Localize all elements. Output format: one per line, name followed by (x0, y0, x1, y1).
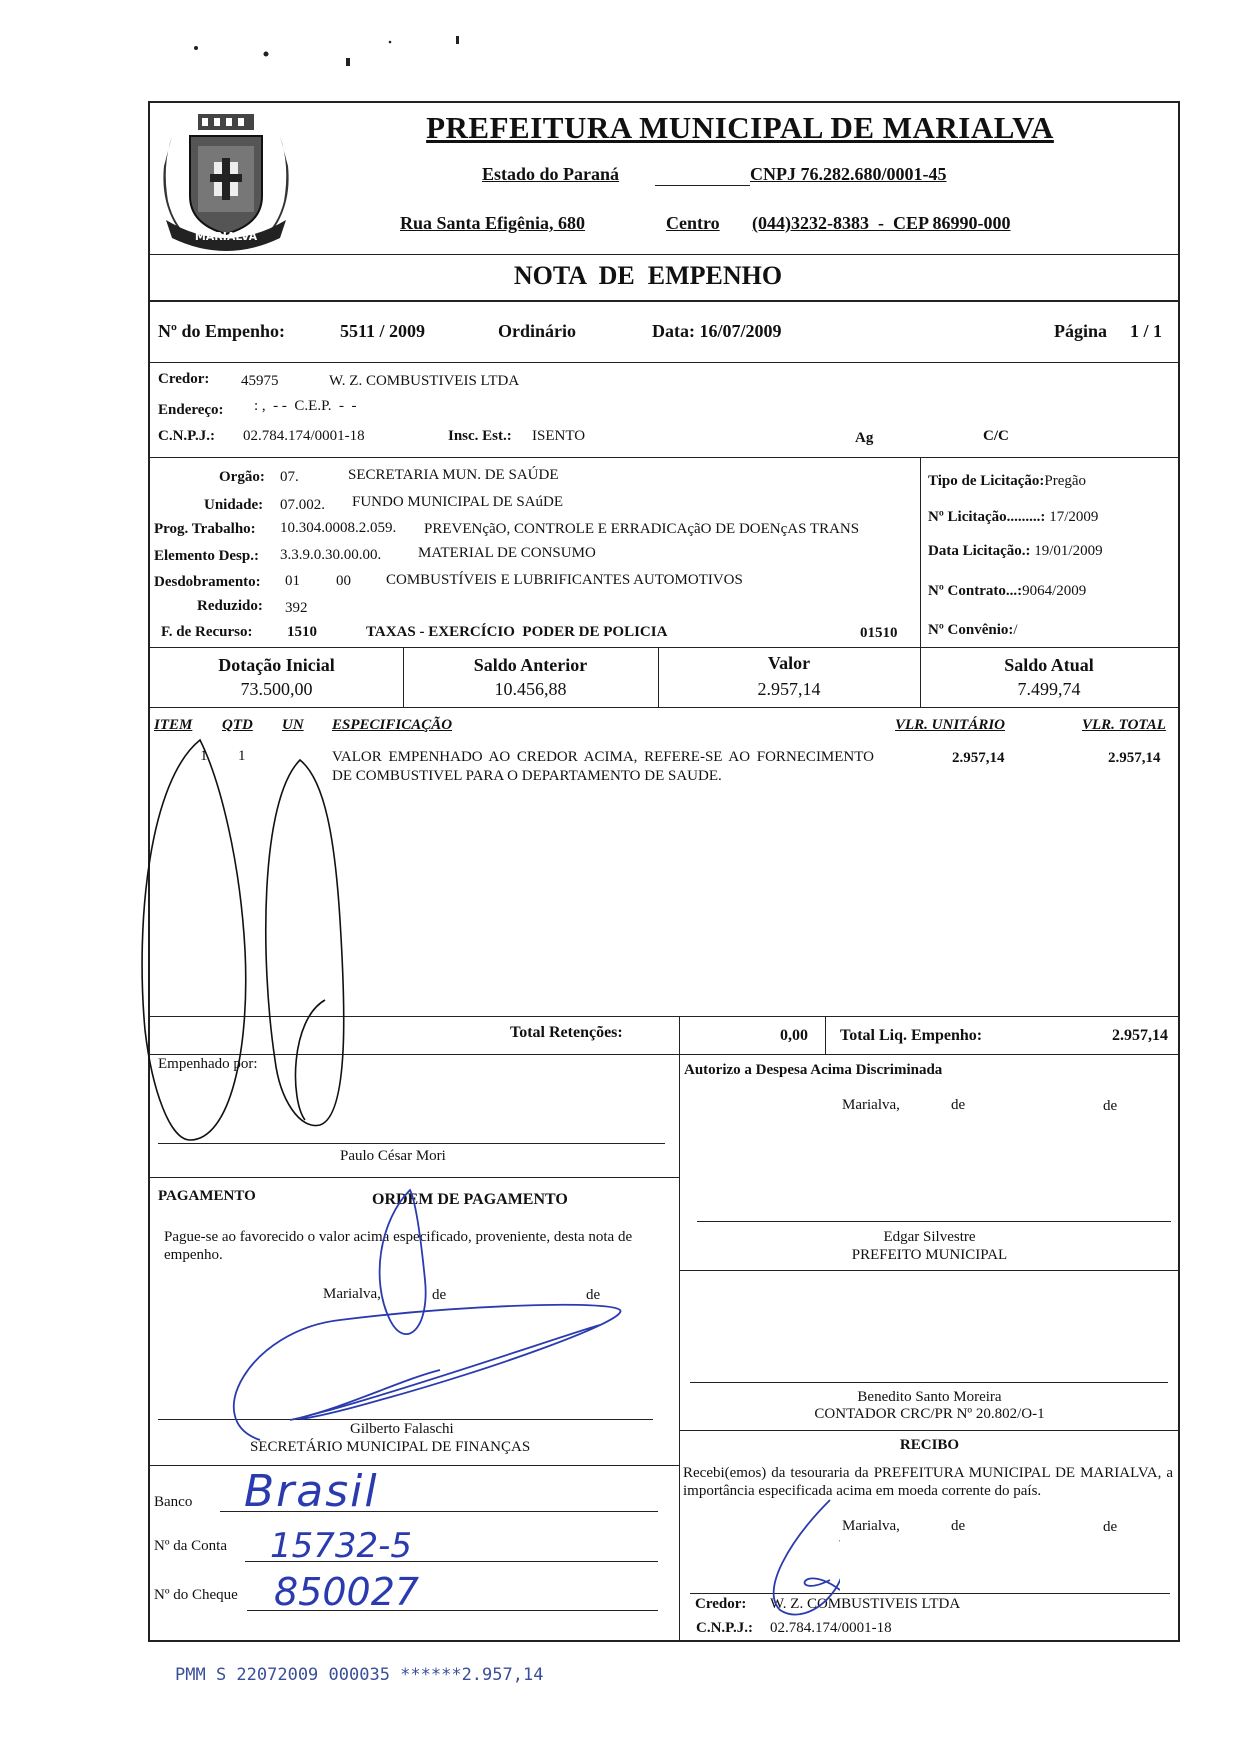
saldo-anterior-label: Saldo Anterior (473, 655, 588, 675)
autorizo-label: Autorizo a Despesa Acima Discriminada (684, 1062, 943, 1078)
doc-title: NOTA DE EMPENHO (513, 261, 783, 290)
col-vlr-unitario: VLR. UNITÁRIO (895, 717, 1006, 733)
endereco-label: Endereço: (158, 402, 224, 418)
recibo-credor-label: Credor: (695, 1596, 747, 1612)
banco-label: Banco (154, 1494, 193, 1510)
prefeito-name: Edgar Silvestre (883, 1229, 976, 1245)
conta-handwritten: 15732-5 (270, 1526, 413, 1566)
header-district: Centro (666, 213, 720, 233)
credor-name: W. Z. COMBUSTIVEIS LTDA (329, 373, 520, 389)
empenho-label: Nº do Empenho: (158, 321, 285, 341)
recibo-city: Marialva, (842, 1518, 900, 1534)
recibo-cnpj-value: 02.784.174/0001-18 (770, 1620, 892, 1636)
desdob-code1: 01 (285, 573, 300, 589)
total-retencoes-label: Total Retenções: (510, 1024, 623, 1041)
credor-code: 45975 (241, 373, 279, 389)
divider (825, 1016, 826, 1054)
unidade-code: 07.002. (280, 497, 325, 513)
saldo-anterior-value: 10.456,88 (494, 679, 567, 699)
licitacao-tipo-label: Tipo de Licitação:Pregão (928, 473, 1087, 489)
divider (148, 647, 1180, 648)
unidade-label: Unidade: (204, 497, 264, 513)
signature-line (158, 1419, 653, 1420)
page-label: Página (1054, 321, 1108, 341)
recurso-code: 1510 (287, 624, 317, 640)
empenho-type: Ordinário (498, 321, 577, 341)
svg-text:MARIALVA: MARIALVA (194, 230, 258, 243)
saldo-dotacao-label: Dotação Inicial (218, 655, 335, 675)
licitacao-data-label: Data Licitação.: 19/01/2009 (928, 543, 1103, 559)
col-vlr-total: VLR. TOTAL (1082, 717, 1166, 733)
reduzido-label: Reduzido: (197, 598, 263, 614)
total-retencoes-value: 0,00 (780, 1027, 808, 1044)
recurso-value: TAXAS - EXERCÍCIO PODER DE POLICIA (366, 624, 668, 640)
cnpj-label: C.N.P.J.: (158, 428, 215, 444)
pagamento-city: Marialva, (323, 1286, 381, 1302)
contador-role: CONTADOR CRC/PR Nº 20.802/O-1 (814, 1406, 1045, 1422)
licitacao-num-label: Nº Licitação.........: 17/2009 (928, 509, 1099, 525)
signature-line (690, 1593, 1170, 1594)
divider (148, 1465, 679, 1466)
col-qtd: QTD (222, 717, 253, 733)
pagamento-de2: de (586, 1287, 601, 1303)
cc-label: C/C (983, 428, 1009, 444)
item-vlr-unitario: 2.957,14 (952, 750, 1005, 766)
orgao-value: SECRETARIA MUN. DE SAÚDE (348, 467, 559, 483)
col-un: UN (282, 717, 304, 733)
header-state-line (655, 185, 750, 186)
saldo-atual-value: 7.499,74 (1017, 679, 1081, 699)
recibo-title: RECIBO (899, 1437, 960, 1453)
divider (148, 1016, 1180, 1017)
divider (148, 300, 1180, 302)
total-liquido-value: 2.957,14 (1112, 1027, 1168, 1044)
credor-label: Credor: (158, 371, 210, 387)
recibo-de1: de (951, 1518, 966, 1534)
recibo-text: Recebi(emos) da tesouraria da PREFEITURA MUNICIPAL DE MARIALVA, a importância especificada acima em moeda corrente do país. (683, 1465, 1173, 1499)
item-especificacao: VALOR EMPENHADO AO CREDOR ACIMA, REFERE-SE AO FORNECIMENTO DE COMBUSTIVEL PARA O DEPARTAMENTO DE SAUDE. (332, 749, 874, 784)
autorizo-de2: de (1103, 1098, 1118, 1114)
desdob-code2: 00 (336, 573, 351, 589)
endereco-value: : , - - C.E.P. - - (254, 398, 357, 414)
ordem-pagamento-label: ORDEM DE PAGAMENTO (372, 1191, 568, 1208)
desdob-label: Desdobramento: (154, 574, 261, 590)
elemento-code: 3.3.9.0.30.00.00. (280, 547, 382, 563)
divider (148, 707, 1180, 708)
signature-line (697, 1221, 1171, 1222)
machine-stamp: PMM S 22072009 000035 ******2.957,14 (175, 1665, 544, 1685)
contrato-label: Nº Contrato...:9064/2009 (928, 583, 1087, 599)
col-especificacao: ESPECIFICAÇÃO (332, 717, 453, 733)
municipal-crest-icon (152, 106, 300, 252)
empenhado-label: Empenhado por: (158, 1056, 258, 1072)
saldo-atual-label: Saldo Atual (1004, 655, 1094, 675)
ag-label: Ag (855, 430, 874, 446)
orgao-code: 07. (280, 469, 299, 485)
header-address: Rua Santa Efigênia, 680 (400, 213, 586, 233)
empenho-number: 5511 / 2009 (340, 321, 426, 341)
recibo-de2: de (1103, 1519, 1118, 1535)
secretario-role: SECRETÁRIO MUNICIPAL DE FINANÇAS (250, 1439, 531, 1455)
insc-value: ISENTO (532, 428, 586, 444)
saldo-valor-value: 2.957,14 (757, 679, 821, 699)
divider (148, 1054, 1180, 1055)
divider (679, 1054, 680, 1642)
prog-code: 10.304.0008.2.059. (280, 520, 397, 536)
prog-label: Prog. Trabalho: (154, 521, 256, 537)
item-qtd: 1 (238, 748, 246, 764)
insc-label: Insc. Est.: (448, 428, 512, 444)
contador-name: Benedito Santo Moreira (857, 1389, 1002, 1405)
page-number: 1 / 1 (1130, 321, 1163, 341)
autorizo-city: Marialva, (842, 1097, 900, 1113)
total-liquido-label: Total Liq. Empenho: (840, 1027, 983, 1044)
divider (148, 457, 1180, 458)
item-number: 1 (200, 748, 208, 764)
scan-specks (190, 30, 470, 70)
col-item: ITEM (154, 717, 193, 733)
divider (679, 1270, 1180, 1271)
divider (679, 1430, 1180, 1431)
recibo-cnpj-label: C.N.P.J.: (696, 1620, 753, 1636)
cheque-handwritten: 850027 (274, 1570, 420, 1614)
cnpj-value: 02.784.174/0001-18 (243, 428, 365, 444)
orgao-label: Orgão: (219, 469, 265, 485)
empenho-date: Data: 16/07/2009 (652, 321, 782, 341)
prefeito-role: PREFEITO MUNICIPAL (851, 1247, 1008, 1263)
divider (148, 254, 1180, 255)
divider (148, 362, 1180, 363)
unidade-value: FUNDO MUNICIPAL DE SAúDE (352, 494, 563, 510)
item-vlr-total: 2.957,14 (1108, 750, 1161, 766)
desdob-value: COMBUSTÍVEIS E LUBRIFICANTES AUTOMOTIVOS (386, 572, 743, 588)
empenhado-name: Paulo César Mori (340, 1148, 446, 1164)
saldo-valor-label: Valor (767, 653, 811, 673)
pagamento-label: PAGAMENTO (158, 1188, 256, 1204)
elemento-label: Elemento Desp.: (154, 548, 259, 564)
header-phone-cep: (044)3232-8383 - CEP 86990-000 (752, 213, 1011, 233)
reduzido-value: 392 (285, 600, 308, 616)
signature-line (158, 1143, 665, 1144)
secretario-name: Gilberto Falaschi (350, 1421, 454, 1437)
pagamento-text: Pague-se ao favorecido o valor acima especificado, proveniente, desta nota de empenho. (164, 1229, 633, 1263)
autorizo-de1: de (951, 1097, 966, 1113)
header-cnpj: CNPJ 76.282.680/0001-45 (750, 164, 947, 184)
header-title: PREFEITURA MUNICIPAL DE MARIALVA (426, 110, 1054, 145)
recurso-code2: 01510 (860, 625, 898, 641)
recibo-credor-value: W. Z. COMBUSTIVEIS LTDA (770, 1596, 961, 1612)
banco-handwritten: Brasil (244, 1466, 379, 1517)
recurso-label: F. de Recurso: (161, 624, 253, 640)
divider (920, 457, 921, 647)
saldo-dotacao-value: 73.500,00 (240, 679, 313, 699)
convenio-label: Nº Convênio:/ (928, 622, 1018, 638)
prog-value: PREVENçãO, CONTROLE E ERRADICAçãO DE DOENçAS TRANS (424, 521, 860, 537)
cheque-label: Nº do Cheque (154, 1587, 238, 1603)
conta-label: Nº da Conta (154, 1538, 227, 1554)
pagamento-de1: de (432, 1287, 447, 1303)
header-state: Estado do Paraná (482, 164, 620, 184)
elemento-value: MATERIAL DE CONSUMO (418, 545, 596, 561)
signature-line (690, 1382, 1168, 1383)
divider (148, 1177, 679, 1178)
